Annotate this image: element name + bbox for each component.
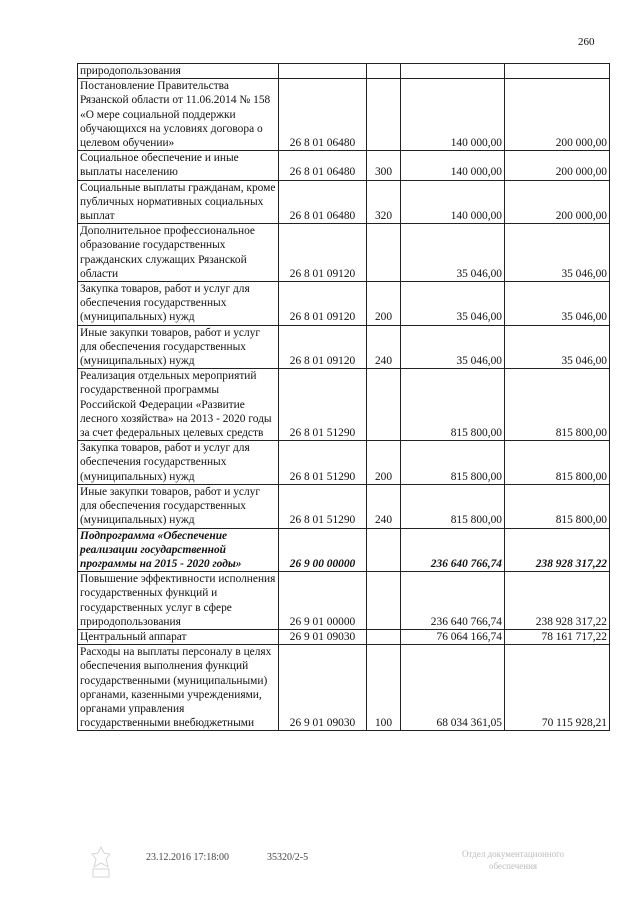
footer-stamp-line1: Отдел документационного [461,849,565,859]
row-expense-type: 320 [367,180,401,224]
row-name: Иные закупки товаров, работ и услуг для обеспечения государственных (муниципальных) нужд [78,325,279,369]
row-value-2017: 78 161 717,22 [505,629,610,644]
row-expense-type: 200 [367,441,401,485]
table-row [78,484,610,528]
row-value-2016: 236 640 766,74 [401,528,505,572]
row-value-2017: 815 800,00 [505,441,610,485]
row-name: Закупка товаров, работ и услуг для обеспечения государственных (муниципальных) нужд [78,441,279,485]
row-code: 26 8 01 51290 [279,441,367,485]
row-expense-type [367,528,401,572]
row-value-2016: 35 046,00 [401,325,505,369]
table-row [78,528,610,572]
row-value-2017: 35 046,00 [505,282,610,326]
row-value-2017: 815 800,00 [505,369,610,441]
table-row [78,629,610,644]
table-row [78,79,610,151]
row-name: Социальное обеспечение и иные выплаты населению [78,151,279,180]
row-code: 26 8 01 51290 [279,484,367,528]
row-code: 26 8 01 09120 [279,224,367,282]
row-code: 26 8 01 09120 [279,325,367,369]
row-code: 26 8 01 06480 [279,79,367,151]
row-expense-type [367,629,401,644]
budget-table-body [78,64,610,731]
table-row [78,282,610,326]
row-expense-type: 300 [367,151,401,180]
row-code: 26 9 01 00000 [279,572,367,630]
page-number: 260 [578,36,595,48]
table-row [78,151,610,180]
row-name: Центральный аппарат [78,629,279,644]
row-value-2016: 815 800,00 [401,369,505,441]
table-row [78,369,610,441]
row-expense-type [367,224,401,282]
row-value-2017: 35 046,00 [505,325,610,369]
row-expense-type [367,64,401,79]
row-name: Закупка товаров, работ и услуг для обеспечения государственных (муниципальных) нужд [78,282,279,326]
row-value-2017: 238 928 317,22 [505,528,610,572]
row-code: 26 8 01 06480 [279,151,367,180]
row-value-2016: 35 046,00 [401,224,505,282]
row-value-2016 [401,64,505,79]
row-expense-type: 100 [367,645,401,731]
row-value-2016: 236 640 766,74 [401,572,505,630]
row-code: 26 9 00 00000 [279,528,367,572]
footer-date: 23.12.2016 17:18:00 [146,852,230,863]
row-expense-type [367,369,401,441]
footer-stamp [443,848,583,872]
row-value-2017: 238 928 317,22 [505,572,610,630]
table-row [78,645,610,731]
row-value-2017: 200 000,00 [505,151,610,180]
row-name: Иные закупки товаров, работ и услуг для обеспечения государственных (муниципальных) нужд [78,484,279,528]
row-value-2017 [505,64,610,79]
row-value-2017: 200 000,00 [505,180,610,224]
row-expense-type: 240 [367,484,401,528]
row-name: Постановление Правительства Рязанской области от 11.06.2014 № 158 «О мере социальной поддержки обучающихся на условиях договора о целевом обучении» [78,79,279,151]
row-expense-type [367,79,401,151]
row-value-2016: 76 064 166,74 [401,629,505,644]
row-code: 26 9 01 09030 [279,645,367,731]
footer-doc-code: 35320/2-5 [267,852,309,863]
budget-table [77,63,610,731]
row-value-2017: 815 800,00 [505,484,610,528]
row-code: 26 8 01 09120 [279,282,367,326]
table-row [78,64,610,79]
row-value-2016: 815 800,00 [401,484,505,528]
row-name: Расходы на выплаты персоналу в целях обеспечения выполнения функций государственными (муниципальными) органами, казенными учреждениями, органами управления государственными внебюджетными [78,645,279,731]
footer-stamp-line2: обеспечения [488,861,538,871]
row-value-2016: 140 000,00 [401,151,505,180]
row-expense-type: 240 [367,325,401,369]
row-value-2016: 140 000,00 [401,79,505,151]
row-value-2016: 815 800,00 [401,441,505,485]
row-expense-type [367,572,401,630]
row-value-2017: 35 046,00 [505,224,610,282]
table-row [78,180,610,224]
row-name: Реализация отдельных мероприятий государственной программы Российской Федерации «Развитие лесного хозяйства» на 2013 - 2020 годы за счет федеральных целевых средств [78,369,279,441]
row-name: Дополнительное профессиональное образование государственных гражданских служащих Рязанской области [78,224,279,282]
row-name: Социальные выплаты гражданам, кроме публичных нормативных социальных выплат [78,180,279,224]
row-name: природопользования [78,64,279,79]
table-row [78,572,610,630]
row-code: 26 8 01 06480 [279,180,367,224]
row-value-2016: 35 046,00 [401,282,505,326]
table-row [78,224,610,282]
row-value-2017: 70 115 928,21 [505,645,610,731]
row-value-2016: 140 000,00 [401,180,505,224]
row-code: 26 9 01 09030 [279,629,367,644]
table-row [78,325,610,369]
row-name: Подпрограмма «Обеспечение реализации государственной программы на 2015 - 2020 годы» [78,528,279,572]
row-name: Повышение эффективности исполнения государственных функций и государственных услуг в сфере природопользования [78,572,279,630]
row-expense-type: 200 [367,282,401,326]
emblem-icon [88,845,114,879]
row-value-2016: 68 034 361,05 [401,645,505,731]
row-code: 26 8 01 51290 [279,369,367,441]
table-row [78,441,610,485]
row-value-2017: 200 000,00 [505,79,610,151]
row-code [279,64,367,79]
